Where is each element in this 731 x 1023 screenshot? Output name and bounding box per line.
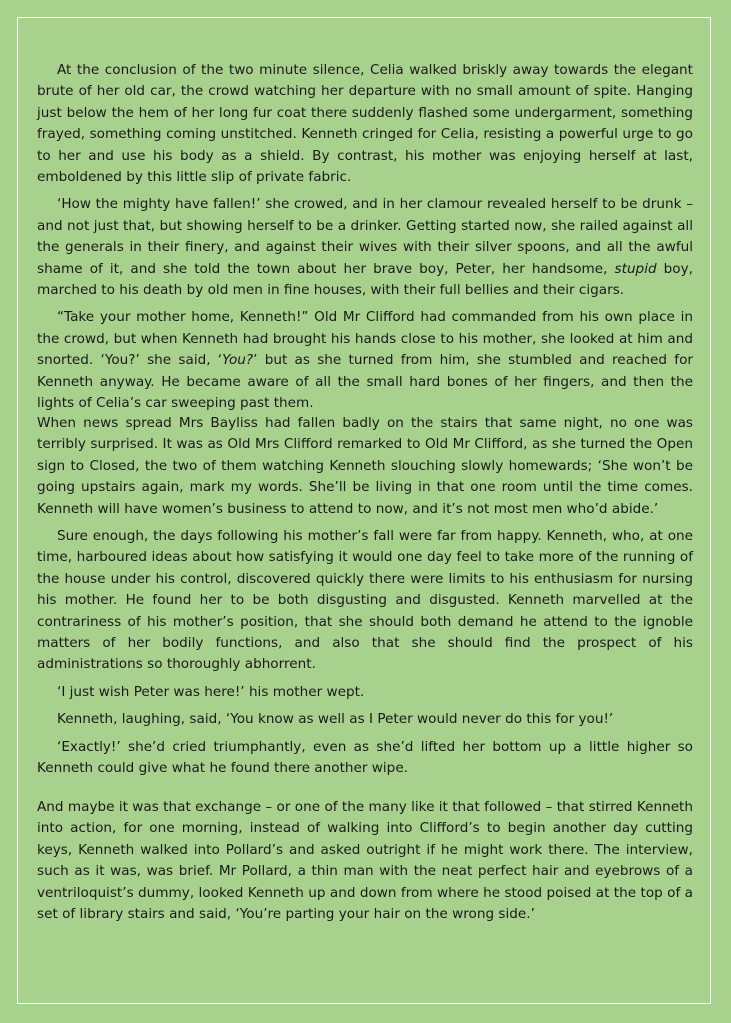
story-section-3 xyxy=(37,797,693,925)
paragraph: Sure enough, the days following his mother’s fall were far from happy. Kenneth, who, at one time, harboured ideas about how satisfying it would one day feel to take more of the running of the house under his control, discovered quickly there were limits to his enthusiasm for nursing his mother. He found her to be both disgusting and disgusted. Kenneth marvelled at the contrariness of his mother’s position, that she should both demand he attend to the ignoble matters of her bodily functions, and also that she should find the prospect of his administrations so thoroughly abhorrent. xyxy=(37,528,693,673)
paragraph-text: “Take your mother home, Kenneth!” Old Mr Clifford had commanded from his own place in the crowd, but when Kenneth had brought his hands close to his mother, she looked at him and snorted. ‘You?’ she said, ‘ xyxy=(37,309,693,369)
paragraph: When news spread Mrs Bayliss had fallen badly on the stairs that same night, no one was terribly surprised. It was as Old Mrs Clifford remarked to Old Mr Clifford, as she turned the Open sign to Closed, the two of them watching Kenneth slouching slowly homewards; ‘She won’t be going upstairs again, mark my words. She’ll be living in that one room until the time comes. Kenneth will have women’s business to attend to now, and it’s not most men who’d abide.’ xyxy=(37,415,693,517)
emphasis-text: You? xyxy=(222,352,254,369)
paragraph: At the conclusion of the two minute silence, Celia walked briskly away towards the elegant brute of her old car, the crowd watching her departure with no small amount of spite. Hanging just below the hem of her long fur coat there suddenly flashed some undergarment, something frayed, something coming unstitched. Kenneth cringed for Celia, resisting a powerful urge to go to her and use his body as a shield. By contrast, his mother was enjoying herself at last, emboldened by this little slip of private fabric. xyxy=(37,62,693,186)
paragraph xyxy=(37,194,693,301)
paragraph: ‘Exactly!’ she’d cried triumphantly, even as she’d lifted her bottom up a little higher so Kenneth could give what he found there another wipe. xyxy=(37,738,693,777)
paragraph-text: ’ but as she turned from him, she stumbled and reached for Kenneth anyway. He became aware of all the small hard bones of her fingers, and then the lights of Celia’s car sweeping past them. xyxy=(37,352,693,412)
emphasis-text: stupid xyxy=(614,260,657,277)
story-section-1 xyxy=(37,60,693,415)
paragraph: Kenneth, laughing, said, ‘You know as well as I Peter would never do this for you!’ xyxy=(57,711,614,728)
story-section-2 xyxy=(37,413,693,780)
paragraph-text: boy, marched to his death by old men in fine houses, with their full bellies and their cigars. xyxy=(37,260,693,299)
paragraph: ‘I just wish Peter was here!’ his mother wept. xyxy=(57,683,365,700)
paragraph xyxy=(37,307,693,414)
paragraph: And maybe it was that exchange – or one of the many like it that followed – that stirred Kenneth into action, for one morning, instead of walking into Clifford’s to begin another day cutting keys, Kenneth walked into Pollard’s and asked outright if he might work there. The interview, such as it was, was brief. Mr Pollard, a thin man with the neat perfect hair and eyebrows of a ventriloquist’s dummy, looked Kenneth up and down from where he stood poised at the top of a set of library stairs and said, ‘You’re parting your hair on the wrong side.’ xyxy=(37,799,693,923)
paragraph-text: ‘How the mighty have fallen!’ she crowed, and in her clamour revealed herself to be drunk – and not just that, but showing herself to be a drinker. Getting started now, she railed against all the generals in their finery, and against their wives with their silver spoons, and all the awful shame of it, and she told the town about her brave boy, Peter, her handsome, xyxy=(37,196,693,277)
